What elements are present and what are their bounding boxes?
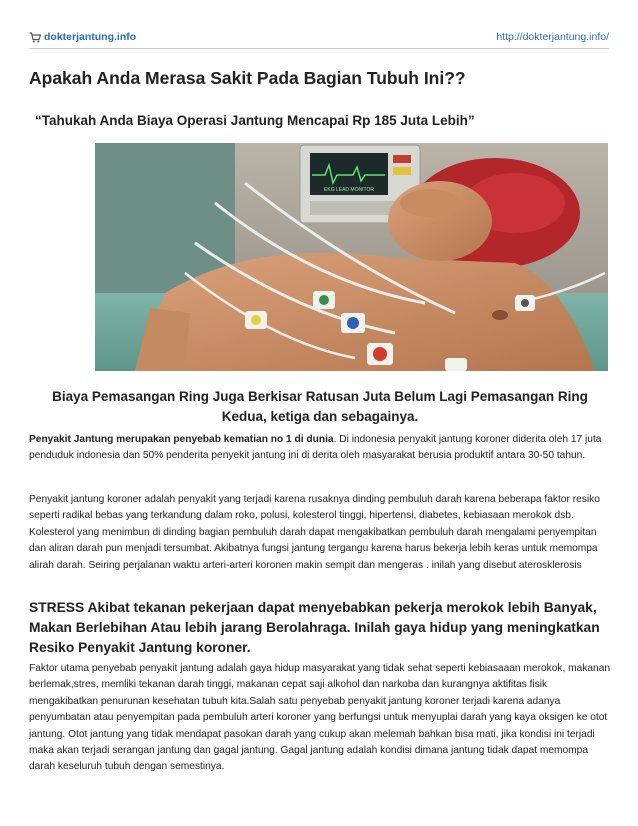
- paragraph-intro-text: . Di indonesia penyakit jantung koroner diderita oleh 17 juta penduduk indonesia dan 50% penderita penyekit jantung ini di derita oleh masyarakat berusia produktif antara 30-50 tahun.: [29, 434, 602, 462]
- paragraph-intro-bold: Penyakit Jantung merupakan penyebab kematian no 1 di dunia: [29, 434, 334, 445]
- site-url-link[interactable]: http://dokterjantung.info/: [496, 31, 609, 43]
- photo-caption: Biaya Pemasangan Ring Juga Berkisar Ratusan Juta Belum Lagi Pemasangan Ring Kedua, ketiga dan sebagainya.: [52, 389, 588, 424]
- paragraph-risk-factors: Faktor utama penyebab penyakit jantung adalah gaya hidup masyarakat yang tidak sehat seperti kebiasaaan merokok, makanan berlemak,stres, memliki tekanan darah tinggi, makanan cepat saji alkohol dan narkoba dan kurangnya aktifitas fisik mengakibatkan penurunan kesehatan tubuh kita.Salah satu penyebab penyakit jantung koroner terjadi karena adanya penyumbatan atau penyempitan pada pembuluh arteri koroner yang berfungsi untuk menyuplai darah yang kaya oksigen ke otot jantung. Otot jantung yang tidak mendapat pasokan darah yang cukup akan melemah bahkan bisa mati, jika kondisi ini terjadi maka akan terjadi serangan jantung dan gagal jantung. Gagal jantung adalah kondisi dimana jantung tidak dapat memompa darah keseluruh tubuh dengan semestinya.: [29, 663, 611, 773]
- section-heading-stress: STRESS Akibat tekanan pekerjaan dapat menyebabkan pekerja merokok lebih Banyak, Makan Berlebihan Atau lebih jarang Berolahraga. Inilah gaya hidup yang meningkatkan Resiko Penyakit Jantung koroner.: [29, 600, 600, 655]
- paragraph-intro: [29, 432, 614, 465]
- page-header: [29, 30, 609, 49]
- shopping-cart-icon: [29, 32, 41, 43]
- page-title: Apakah Anda Merasa Sakit Pada Bagian Tubuh Ini??: [29, 68, 466, 88]
- ekg-patient-photo: [95, 143, 608, 371]
- site-name-link[interactable]: dokterjantung.info: [44, 31, 137, 43]
- paragraph-coronary: Penyakit jantung koroner adalah penyakit yang terjadi karena rusaknya dinding pembuluh darah karena beberapa faktor resiko seperti radikal bebas yang terkandung dalam roko, polusi, kolesterol tinggi, hipertensi, diabetes, kebiasaan merokok dsb. Kolesterol yang menimbun di dinding bagian pembuluh darah dapat mengakibatkan pembuluh darah mengalami penyempitan dan aliran darah pun menjadi tersumbat. Akibatnya fungsi jantung tergangu karena harus bekerja lebih keras untuk memompa alirah darah. Seiring perjalanan waktu arteri-arteri koronen makin sempit dan mengeras . inilah yang disebut aterosklerosis: [29, 494, 600, 571]
- monitor-label: EKG LEAD MONITOR: [324, 187, 374, 193]
- subtitle: “Tahukah Anda Biaya Operasi Jantung Mencapai Rp 185 Juta Lebih”: [35, 113, 475, 128]
